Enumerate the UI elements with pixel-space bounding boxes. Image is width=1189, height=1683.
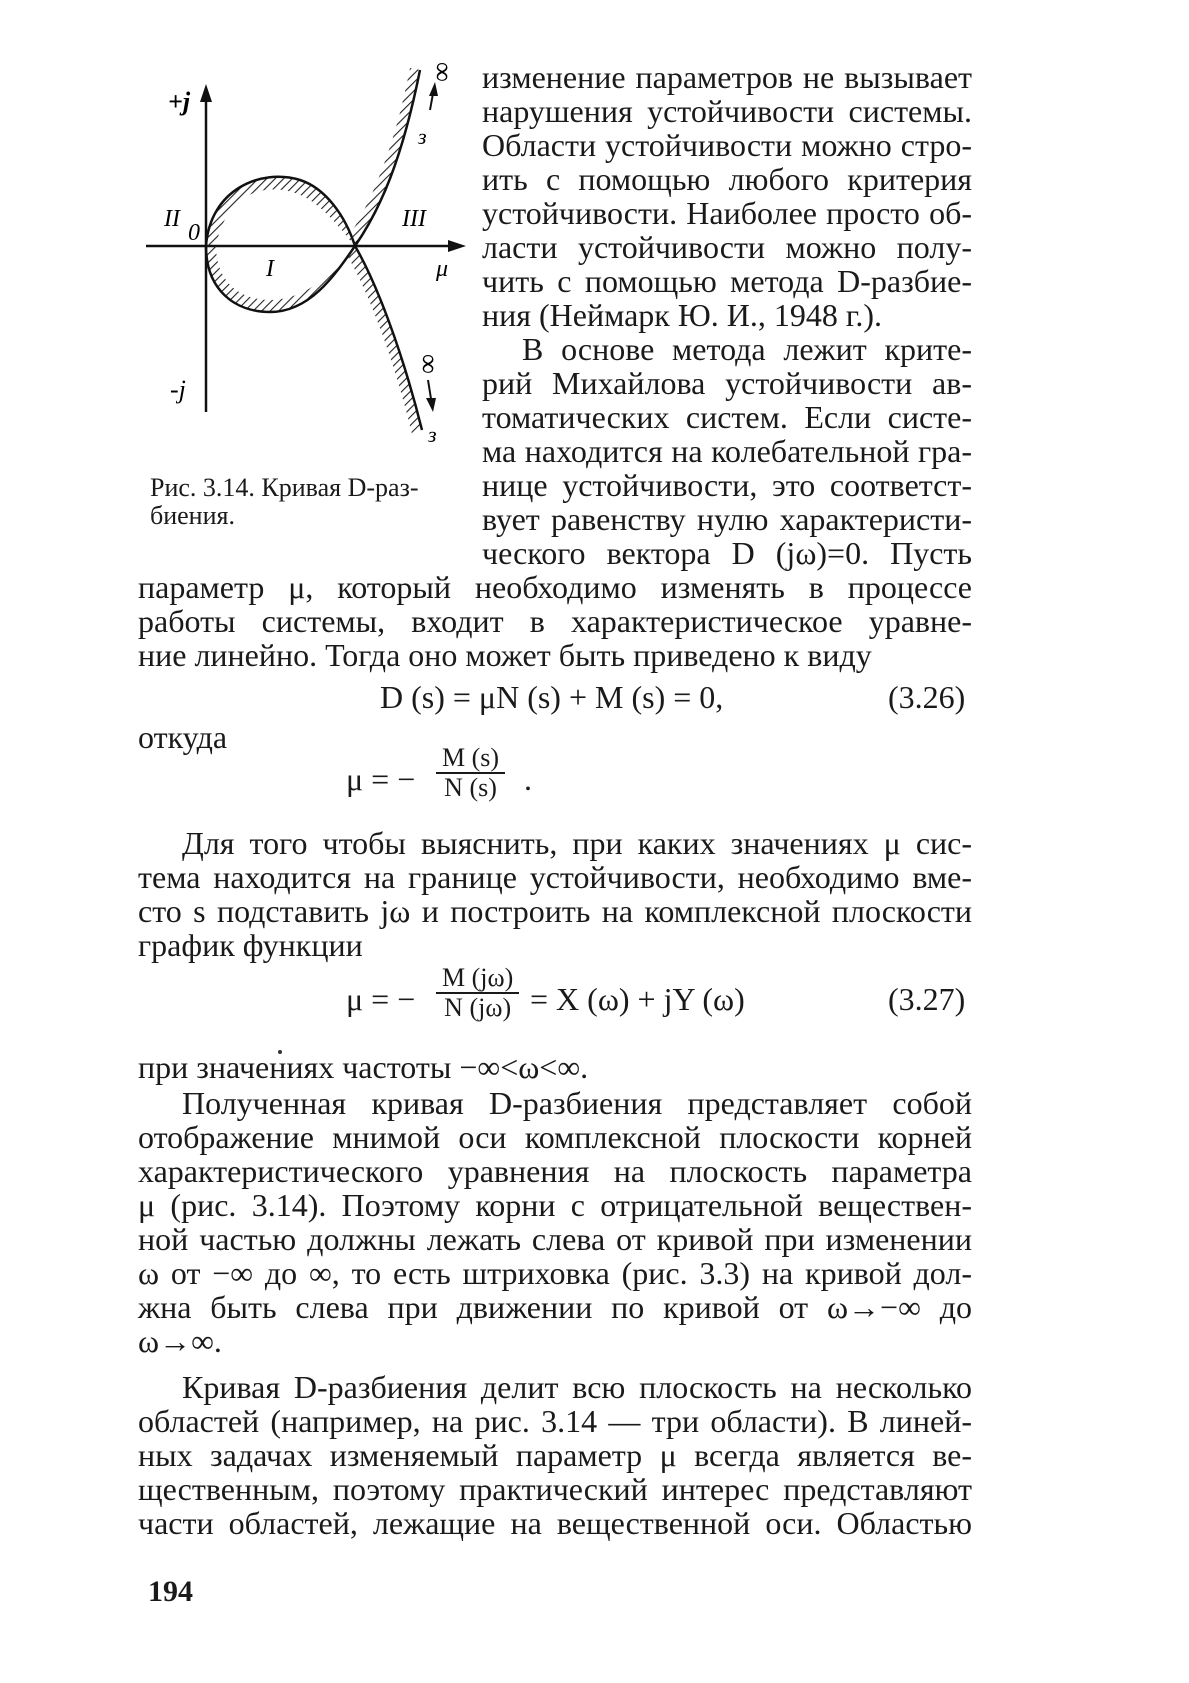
text-line: ния (Неймарк Ю. И., 1948 г.). [482,297,883,333]
text-line: график функции [138,927,363,963]
equation-fraction [436,744,505,802]
figure-caption [150,474,480,530]
text-line: ной частью должны лежать слева от кривой при изменении [138,1221,972,1257]
loop-upper-hatch [206,177,355,246]
equation-3-26: D (s) = μN (s) + M (s) = 0, [380,679,724,715]
d-partition-plot [140,50,500,470]
text-line: Области устойчивости можно стро- [482,127,972,163]
text-line: характеристического уравнения на плоскость параметра [138,1153,972,1189]
page-number: 194 [148,1575,193,1608]
equation-tail: . [524,761,532,797]
text-line: ω→∞. [138,1323,222,1359]
text-line: чить с помощью метода D-разбие- [482,263,972,299]
label-omega-top: з [418,124,427,149]
text-line: щественным, поэтому практический интерес представляют [138,1471,972,1507]
text-line: ω от −∞ до ∞, то есть штриховка (рис. 3.3) на кривой дол- [138,1255,972,1291]
text-line: устойчивости. Наиболее просто об- [482,195,972,231]
label-omega-top-infinity: ∞ [427,62,458,82]
label-minus-j: -j [170,375,186,404]
text-line: ние линейно. Тогда оно может быть приведено к виду [138,637,872,673]
label-region-III: III [402,206,426,232]
text-line: изменение параметров не вызывает [482,59,972,95]
equation-number-3-26: (3.26) [888,679,966,715]
label-omega-bottom-infinity: ∞ [413,354,444,374]
fraction-denominator: N (s) [444,773,497,802]
label-region-II: II [164,206,180,232]
text-line: томатических систем. Если систе- [482,399,972,435]
loop-lower-hatch [206,246,355,312]
imag-axis-arrow [200,84,212,102]
text-line: отображение мнимой оси комплексной плоскости корней [138,1119,972,1155]
fraction-numerator: M (jω) [436,964,519,994]
text-line: рий Михайлова устойчивости ав- [482,365,972,401]
label-origin: 0 [188,220,200,246]
caption-line: Рис. 3.14. Кривая D-раз- [150,473,419,502]
text-line: нарушения устойчивости системы. [482,93,972,129]
text-line: части областей, лежащие на вещественной оси. Областью [138,1505,972,1541]
text-line: сто s подставить jω и построить на комплексной плоскости [138,893,972,929]
text-line: откуда [138,719,228,755]
equation-lhs: μ = − [346,761,416,797]
text-line: Для того чтобы выяснить, при каких значениях μ сис- [182,825,972,861]
text-line: областей (например, на рис. 3.14 — три области). В линей- [138,1403,972,1439]
text-line: μ (рис. 3.14). Поэтому корни с отрицательной веществен- [138,1187,972,1223]
equation-fraction [436,964,519,1022]
label-region-I: I [266,256,274,282]
text-line: ласти устойчивости можно полу- [482,229,972,265]
equation-rhs: = X (ω) + jY (ω) [530,981,745,1017]
fraction-numerator: M (s) [436,744,505,774]
text-line: параметр μ, который необходимо изменять в процессе [138,569,972,605]
text-line: Кривая D-разбиения делит всю плоскость на несколько [182,1369,972,1405]
text-line: при значениях частоты −∞<ω<∞. [138,1049,589,1085]
text-line: работы системы, входит в характеристическое уравне- [138,603,972,639]
text-line: тема находится на границе устойчивости, необходимо вме- [138,859,972,895]
text-line: ных задачах изменяемый параметр μ всегда является ве- [138,1437,972,1473]
text-line: Полученная кривая D-разбиения представляет собой [182,1085,972,1121]
label-omega-bottom: з [428,422,437,447]
lower-branch-hatch [347,246,422,434]
omega-bottom-arrowhead [426,398,436,412]
label-plus-j: +j [168,87,191,116]
figure-d-partition [140,50,500,470]
text-line: ческого вектора D (jω)=0. Пусть [482,535,972,571]
text-line: ить с помощью любого критерия [482,161,972,197]
text-line: вует равенству нулю характеристи- [482,501,972,537]
label-mu-axis: μ [436,256,449,282]
text-line: В основе метода лежит крите- [522,331,972,367]
equation-lhs: μ = − [346,981,416,1017]
equation-number-3-27: (3.27) [888,981,966,1017]
omega-top-arrowhead [429,82,438,96]
text-line: ма находится на колебательной гра- [482,433,972,469]
text-line: жна быть слева при движении по кривой от ω→−∞ до [138,1289,972,1325]
caption-line: биения. [150,501,235,530]
fraction-denominator: N (jω) [444,993,512,1022]
text-line: нице устойчивости, это соответст- [482,467,972,503]
real-axis-arrow [448,240,466,252]
